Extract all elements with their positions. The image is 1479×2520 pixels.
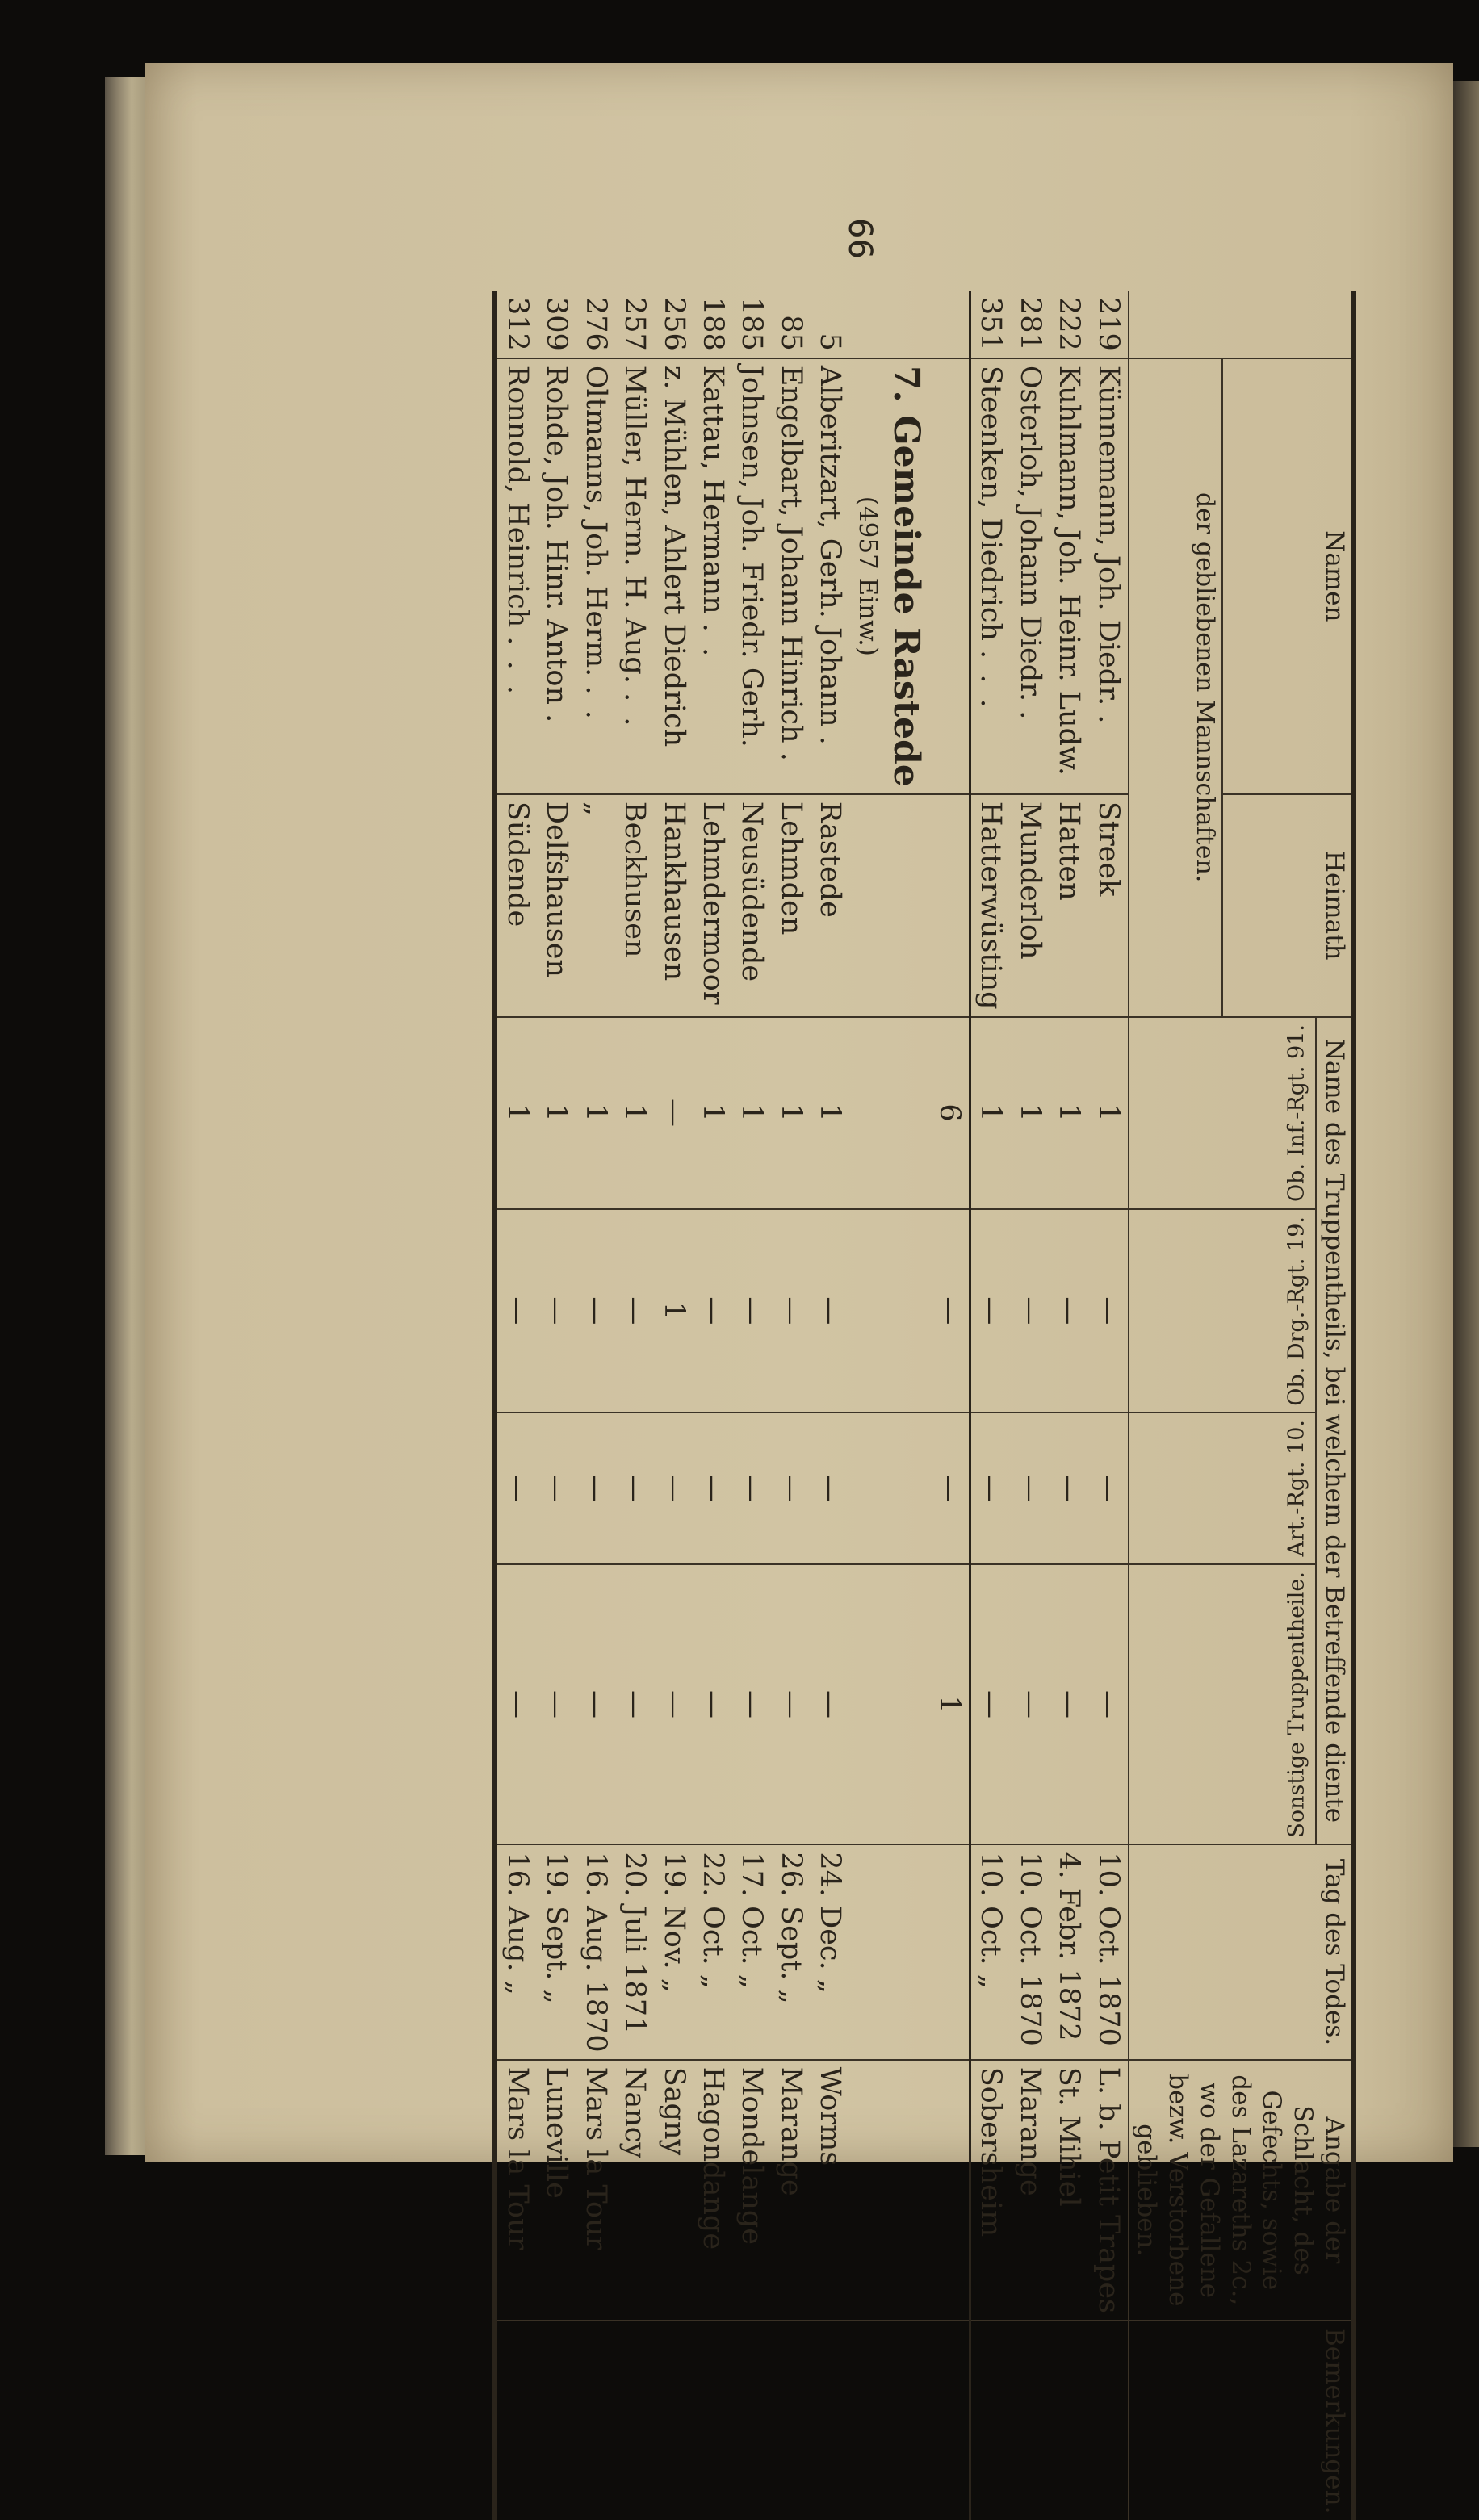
row-name bbox=[1088, 358, 1128, 794]
row-t1: 1 bbox=[732, 1017, 771, 1209]
row-t1: 1 bbox=[1010, 1017, 1049, 1209]
row-name bbox=[495, 358, 536, 794]
row-t1: 1 bbox=[811, 1017, 849, 1209]
totals-tag bbox=[930, 1844, 970, 2059]
row-bemerkung bbox=[537, 2321, 576, 2520]
leader-dots: . bbox=[814, 735, 847, 748]
row-t1: 1 bbox=[537, 1017, 576, 1209]
row-name bbox=[537, 358, 576, 794]
row-tag: 20. Juli 1871 bbox=[615, 1844, 654, 2059]
row-t1: 1 bbox=[771, 1017, 810, 1209]
row-ort: Mars la Tour bbox=[576, 2060, 614, 2321]
row-heimat: Beckhusen bbox=[615, 794, 654, 1017]
table-row bbox=[537, 291, 576, 2520]
tag-header: Tag des Todes. bbox=[1129, 1844, 1354, 2059]
row-tag: 10. Oct. 1870 bbox=[1010, 1844, 1049, 2059]
row-bemerkung bbox=[693, 2321, 732, 2520]
row-tag: 22. Oct. „ bbox=[693, 1844, 732, 2059]
row-t4: — bbox=[495, 1564, 536, 1845]
row-bemerkung bbox=[654, 2321, 693, 2520]
row-nr: 312 bbox=[495, 291, 536, 358]
row-ort: Marange bbox=[771, 2060, 810, 2321]
row-ort: Mondelange bbox=[732, 2060, 771, 2321]
row-tag: 24. Dec. „ bbox=[811, 1844, 849, 2059]
table-row bbox=[693, 291, 732, 2520]
row-nr: 5 bbox=[814, 333, 847, 351]
row-name bbox=[811, 358, 849, 794]
row-heimat: Hatterwüsting bbox=[970, 794, 1011, 1017]
row-bemerkung bbox=[615, 2321, 654, 2520]
row-name bbox=[654, 358, 693, 794]
row-bemerkung bbox=[1050, 2321, 1088, 2520]
row-bemerkung bbox=[495, 2321, 536, 2520]
row-t3: — bbox=[1050, 1413, 1088, 1564]
row-tag: 17. Oct. „ bbox=[732, 1844, 771, 2059]
row-ort: St. Mihiel bbox=[1050, 2060, 1088, 2321]
row-heimat: Rastede bbox=[811, 794, 849, 1017]
row-nr: 309 bbox=[540, 297, 573, 351]
row-t3: — bbox=[1088, 1413, 1128, 1564]
name-text: Kuhlmann, Joh. Heinr. Ludw. bbox=[1053, 365, 1086, 776]
table-row bbox=[495, 291, 536, 2520]
total-t2: — bbox=[930, 1209, 970, 1413]
table-row bbox=[615, 291, 654, 2520]
row-ort: Mars la Tour bbox=[495, 2060, 536, 2321]
row-t1: 1 bbox=[576, 1017, 614, 1209]
name-text: Ronnold, Heinrich bbox=[501, 365, 534, 628]
namen-sub-header: der gebliebenen Mannschaften. bbox=[1129, 358, 1222, 1017]
row-ort: Marange bbox=[1010, 2060, 1049, 2321]
namen-header: Namen bbox=[1222, 358, 1354, 794]
row-nr: 256 bbox=[657, 297, 690, 351]
row-t2: — bbox=[1010, 1209, 1049, 1413]
name-text: z. Mühlen, Ahlert Diedrich bbox=[657, 365, 690, 747]
row-t3: — bbox=[615, 1413, 654, 1564]
row-heimat: Lehmdermoor bbox=[693, 794, 732, 1017]
row-bemerkung bbox=[1010, 2321, 1049, 2520]
leader-dots: . . bbox=[579, 685, 612, 722]
angabe-header: Angabe der Schlacht, des Gefechts, sowie des Lazareths 2c., wo der Gefallene bezw. Verstorbene geblieben. bbox=[1129, 2060, 1354, 2321]
row-bemerkung bbox=[732, 2321, 771, 2520]
totals-heimat bbox=[930, 794, 970, 1017]
row-name bbox=[970, 358, 1011, 794]
row-bemerkung bbox=[811, 2321, 849, 2520]
row-t4: — bbox=[1010, 1564, 1049, 1845]
row-t2: — bbox=[615, 1209, 654, 1413]
row-nr: 185 bbox=[735, 297, 769, 351]
totals-name bbox=[930, 358, 970, 794]
table-row bbox=[771, 291, 810, 2520]
section-heading-row bbox=[849, 291, 929, 2520]
row-tag: 19. Nov. „ bbox=[654, 1844, 693, 2059]
leader-dots: . . . bbox=[974, 650, 1008, 711]
row-nr: 351 bbox=[974, 297, 1008, 351]
name-text: Kattau, Hermann bbox=[697, 365, 730, 614]
totals-ort bbox=[930, 2060, 970, 2321]
row-tag: 10. Oct. 1870 bbox=[1088, 1844, 1128, 2059]
row-nr: 222 bbox=[1053, 297, 1086, 351]
row-nr: 188 bbox=[697, 297, 730, 351]
row-t1: 1 bbox=[970, 1017, 1011, 1209]
row-t3: — bbox=[811, 1413, 849, 1564]
truppe-3-header: Art.-Rgt. 10. bbox=[1129, 1413, 1317, 1564]
row-t1: 1 bbox=[495, 1017, 536, 1209]
row-name bbox=[576, 358, 614, 794]
row-bemerkung bbox=[1088, 2321, 1128, 2520]
row-t4: — bbox=[811, 1564, 849, 1845]
leader-dots: . . bbox=[697, 622, 730, 660]
casualty-table bbox=[492, 291, 1356, 2520]
row-name bbox=[615, 358, 654, 794]
row-tag: 10. Oct. „ bbox=[970, 1844, 1011, 2059]
row-ort: Worms bbox=[811, 2060, 849, 2321]
truppe-1-header: Ob. Inf.-Rgt. 91. bbox=[1129, 1017, 1317, 1209]
row-t2: — bbox=[693, 1209, 732, 1413]
row-ort: Nancy bbox=[615, 2060, 654, 2321]
table-row bbox=[811, 291, 849, 2520]
total-t3: — bbox=[930, 1413, 970, 1564]
leader-dots: . bbox=[1091, 714, 1125, 727]
row-t4: — bbox=[654, 1564, 693, 1845]
table-row bbox=[576, 291, 614, 2520]
row-tag: 16. Aug. „ bbox=[495, 1844, 536, 2059]
row-t3: — bbox=[771, 1413, 810, 1564]
bemerkungen-header: Bemerkungen. bbox=[1129, 2321, 1354, 2520]
row-t2: — bbox=[576, 1209, 614, 1413]
row-ort: Sobersheim bbox=[970, 2060, 1011, 2321]
name-text: Rohde, Joh. Hinr. Anton bbox=[540, 365, 573, 705]
row-t2: — bbox=[495, 1209, 536, 1413]
table-row bbox=[654, 291, 693, 2520]
row-ort: Sagny bbox=[654, 2060, 693, 2321]
row-tag: 4. Febr. 1872 bbox=[1050, 1844, 1088, 2059]
row-t1: — bbox=[654, 1017, 693, 1209]
row-ort: Luneville bbox=[537, 2060, 576, 2321]
row-nr: 276 bbox=[579, 297, 612, 351]
row-nr: 85 bbox=[774, 315, 807, 351]
row-bemerkung bbox=[771, 2321, 810, 2520]
row-t1: 1 bbox=[615, 1017, 654, 1209]
row-nr: 281 bbox=[1013, 297, 1046, 351]
nr-header bbox=[1129, 291, 1354, 358]
row-t3: — bbox=[693, 1413, 732, 1564]
row-heimat: „ bbox=[576, 794, 614, 1017]
row-t3: — bbox=[537, 1413, 576, 1564]
next-page-edge bbox=[1453, 81, 1479, 2147]
row-name bbox=[693, 358, 732, 794]
row-heimat: Munderloh bbox=[1010, 794, 1049, 1017]
row-t2: — bbox=[811, 1209, 849, 1413]
truppentheil-header: Name des Truppentheils, bei welchem der Betreffende diente bbox=[1316, 1017, 1354, 1845]
row-heimat: Neusüdende bbox=[732, 794, 771, 1017]
row-bemerkung bbox=[970, 2321, 1011, 2520]
name-text: Johnsen, Joh. Friedr. Gerh. bbox=[735, 365, 769, 747]
rotated-register bbox=[388, 291, 1356, 2514]
row-t1: 1 bbox=[1050, 1017, 1088, 1209]
name-text: Alberitzart, Gerh. Johann bbox=[814, 365, 847, 727]
row-t2: — bbox=[537, 1209, 576, 1413]
leader-dots: . bbox=[540, 714, 573, 726]
section-subtitle: (4957 Einw.) bbox=[853, 496, 882, 656]
row-tag: 16. Aug. 1870 bbox=[576, 1844, 614, 2059]
row-t2: — bbox=[732, 1209, 771, 1413]
name-text: Osterloh, Johann Diedr. bbox=[1013, 365, 1046, 702]
leader-dots: . bbox=[1013, 710, 1046, 723]
name-text: Steenken, Diedrich bbox=[974, 365, 1008, 641]
leader-dots: . . . bbox=[501, 636, 534, 698]
row-heimat: Südende bbox=[495, 794, 536, 1017]
table-row bbox=[970, 291, 1011, 2520]
total-t4: 1 bbox=[930, 1564, 970, 1845]
row-name bbox=[732, 358, 771, 794]
row-nr: 257 bbox=[618, 297, 652, 351]
row-tag: 19. Sept. „ bbox=[537, 1844, 576, 2059]
leader-dots: . . bbox=[618, 693, 652, 730]
row-ort: L. b. Petit Trapes bbox=[1088, 2060, 1128, 2321]
row-t3: — bbox=[970, 1413, 1011, 1564]
row-t3: — bbox=[495, 1413, 536, 1564]
table-row bbox=[732, 291, 771, 2520]
row-t3: — bbox=[732, 1413, 771, 1564]
table-row bbox=[1088, 291, 1128, 2520]
row-t1: 1 bbox=[693, 1017, 732, 1209]
row-t4: — bbox=[576, 1564, 614, 1845]
row-ort: Hagondange bbox=[693, 2060, 732, 2321]
row-nr: 219 bbox=[1091, 297, 1125, 351]
total-t1: 6 bbox=[930, 1017, 970, 1209]
row-heimat: Delfshausen bbox=[537, 794, 576, 1017]
row-heimat: Hankhausen bbox=[654, 794, 693, 1017]
row-t2: — bbox=[771, 1209, 810, 1413]
row-t4: — bbox=[970, 1564, 1011, 1845]
row-t4: — bbox=[771, 1564, 810, 1845]
totals-nr bbox=[930, 291, 970, 358]
row-t3: — bbox=[1010, 1413, 1049, 1564]
row-t4: — bbox=[537, 1564, 576, 1845]
name-text: Engelbart, Johann Hinrich bbox=[774, 365, 807, 743]
name-text: Oltmanns, Joh. Herm. bbox=[579, 365, 612, 677]
section-heading bbox=[849, 358, 929, 794]
totals-row bbox=[930, 291, 970, 2520]
row-t3: — bbox=[576, 1413, 614, 1564]
page-number: 66 bbox=[841, 218, 878, 259]
row-t3: — bbox=[654, 1413, 693, 1564]
row-t4: — bbox=[693, 1564, 732, 1845]
row-tag: 26. Sept. „ bbox=[771, 1844, 810, 2059]
row-heimat: Streek bbox=[1088, 794, 1128, 1017]
truppe-4-header: Sonstige Truppentheile. bbox=[1129, 1564, 1317, 1845]
row-t2: — bbox=[1050, 1209, 1088, 1413]
row-t4: — bbox=[1088, 1564, 1128, 1845]
section-title: 7. Gemeinde Rastede bbox=[885, 365, 927, 787]
row-t2: — bbox=[1088, 1209, 1128, 1413]
totals-bemerkung bbox=[930, 2321, 970, 2520]
heimath-header: Heimath bbox=[1222, 794, 1354, 1017]
row-t4: — bbox=[732, 1564, 771, 1845]
row-t1: 1 bbox=[1088, 1017, 1128, 1209]
row-name bbox=[1050, 358, 1088, 794]
row-t4: — bbox=[615, 1564, 654, 1845]
row-name bbox=[771, 358, 810, 794]
row-heimat: Hatten bbox=[1050, 794, 1088, 1017]
row-bemerkung bbox=[576, 2321, 614, 2520]
truppe-2-header: Ob. Drg.-Rgt. 19. bbox=[1129, 1209, 1317, 1413]
name-text: Künnemann, Joh. Diedr. bbox=[1091, 365, 1125, 706]
row-t4: — bbox=[1050, 1564, 1088, 1845]
row-heimat: Lehmden bbox=[771, 794, 810, 1017]
name-text: Müller, Herm. H. Aug. bbox=[618, 365, 652, 684]
table-row bbox=[1010, 291, 1049, 2520]
leader-dots: . bbox=[774, 751, 807, 764]
table-row bbox=[1050, 291, 1088, 2520]
row-t2: — bbox=[970, 1209, 1011, 1413]
row-name bbox=[1010, 358, 1049, 794]
row-t2: 1 bbox=[654, 1209, 693, 1413]
